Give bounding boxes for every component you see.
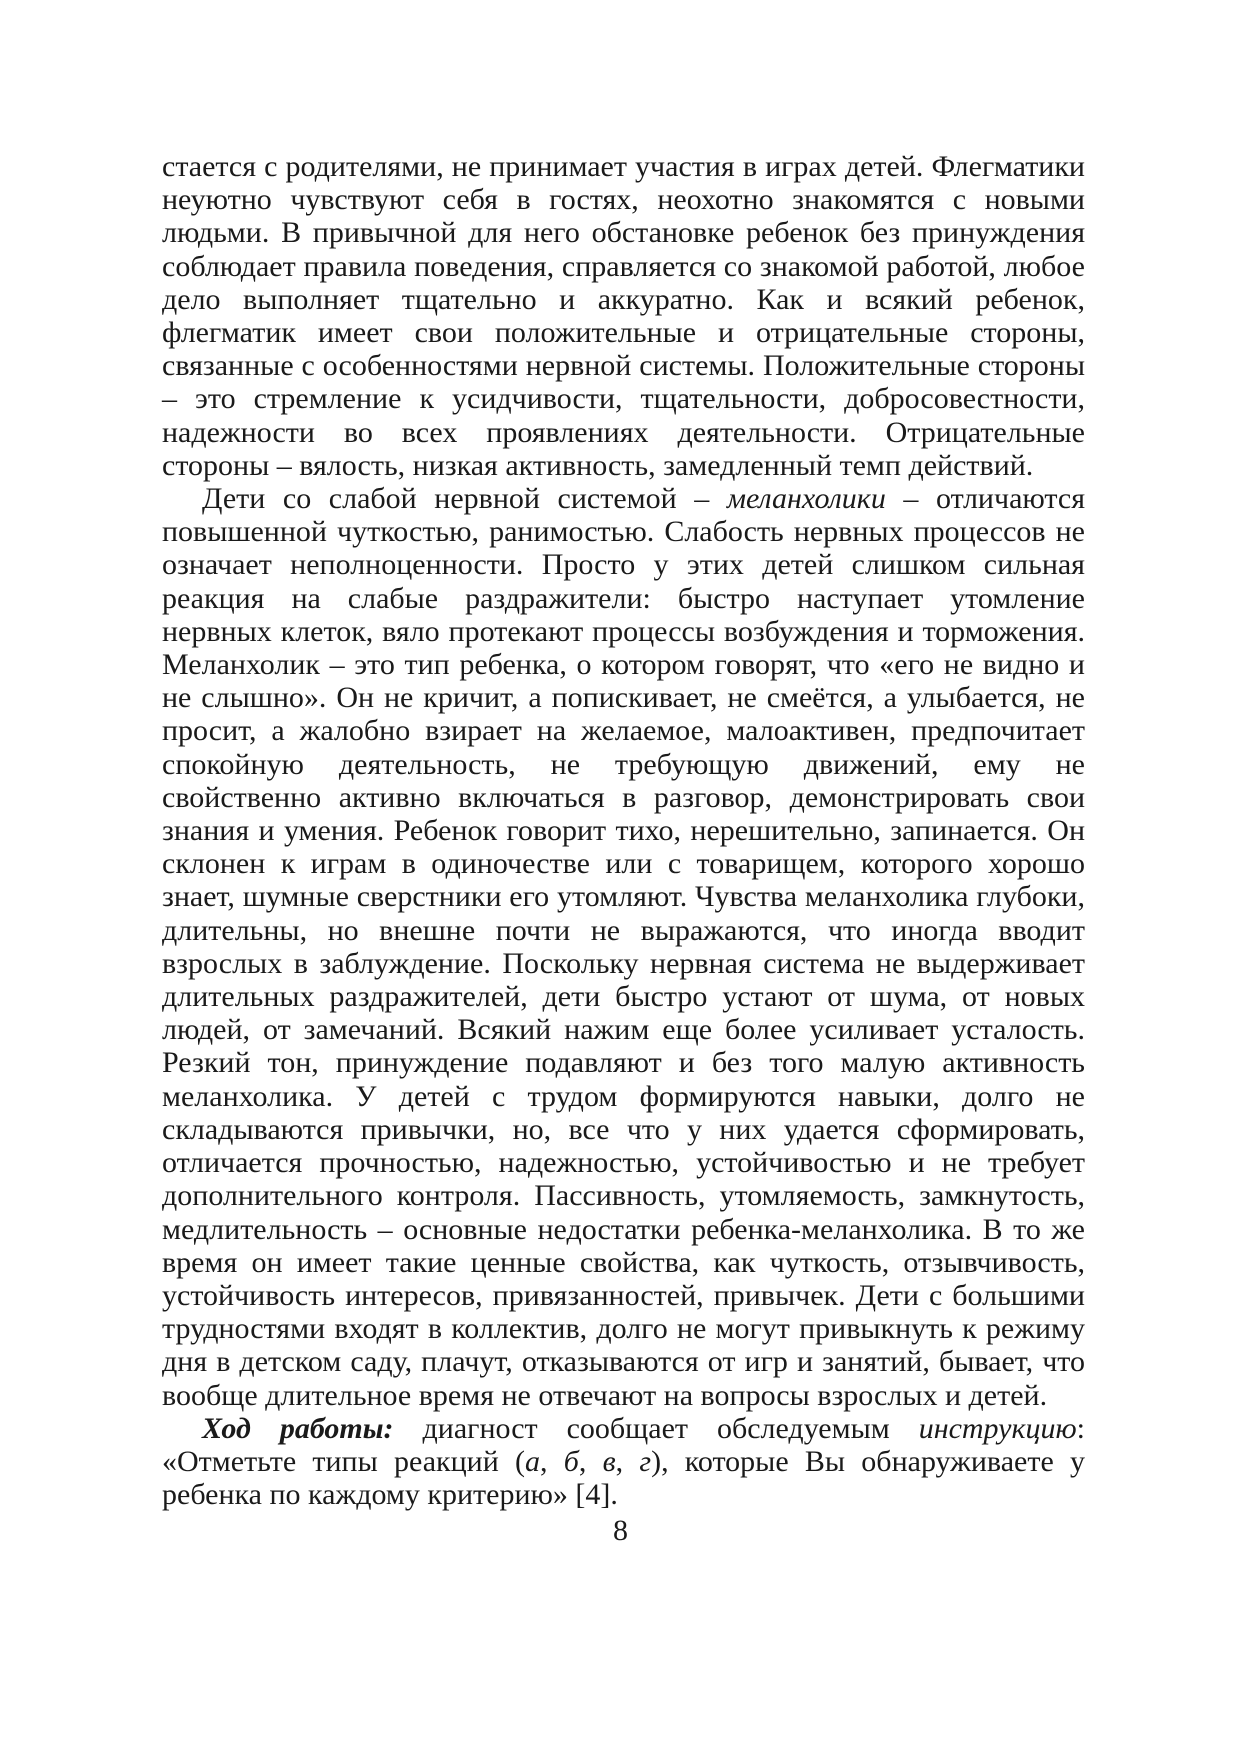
paragraph-procedure — [162, 1412, 1085, 1512]
paragraph-melancholic — [162, 482, 1085, 1412]
reaction-v: в — [602, 1444, 616, 1478]
melancholic-term: меланхолики — [726, 482, 886, 516]
body-text — [162, 150, 1085, 1511]
paragraph-phlegmatic: стается с родителями, не принимает участия в играх детей. Флегматики неуютно чувствуют себя в гостях, неохотно знакомятся с новыми людьми. В привычной для него обстановке ребенок без принуждения соблюдает правила поведения, справляется со знакомой работой, любое дело выполняет тщательно и аккуратно. Как и всякий ребенок, флегматик имеет свои положительные и отрицательные стороны, связанные с особенностями нервной системы. Положительные стороны – это стремление к усидчивости, тщательности, добросовестности, надежности во всех проявлениях деятельности. Отрицательные стороны – вялость, низкая активность, замедленный темп действий. — [162, 150, 1085, 482]
reaction-g: г — [639, 1444, 652, 1478]
separator: , — [539, 1444, 564, 1478]
procedure-term: инструкцию — [918, 1411, 1077, 1445]
procedure-heading: Ход работы: — [202, 1411, 394, 1445]
procedure-text-2: : «Отметьте типы реакций ( — [162, 1411, 1085, 1478]
reaction-a: а — [524, 1444, 540, 1478]
separator: , — [615, 1444, 640, 1478]
melancholic-lead: Дети со слабой нервной системой – — [202, 482, 727, 516]
procedure-text-3: ), которые Вы обнаруживаете у ребенка по каждому критерию» [4]. — [162, 1444, 1086, 1512]
reaction-b: б — [563, 1444, 579, 1478]
page-number: 8 — [613, 1514, 628, 1547]
melancholic-text: – отличаются повышенной чуткостью, ранимостью. Слабость нервных процессов не означает неполноценности. Просто у этих детей слишком сильная реакция на слабые раздражители: быстро наступает утомление нервных клеток, вяло протекают процессы возбуждения и торможения. Меланхолик – это тип ребенка, о котором говорят, что «его не видно и не слышно». Он не кричит, а попискивает, не смеётся, а улыбается, не просит, а жалобно взирает на желаемое, малоактивен, предпочитает спокойную деятельность, не требующую движений, ему не свойственно активно включаться в разговор, демонстрировать свои знания и умения. Ребенок говорит тихо, нерешительно, запинается. Он склонен к играм в одиночестве или с товарищем, которого хорошо знает, шумные сверстники его утомляют. Чувства меланхолика глубоки, длительны, но внешне почти не выражаются, что иногда вводит взрослых в заблуждение. Поскольку нервная система не выдерживает длительных раздражителей, дети быстро устают от шума, от новых людей, от замечаний. Всякий нажим еще более усиливает усталость. Резкий тон, принуждение подавляют и без того малую активность меланхолика. У детей с трудом формируются навыки, долго не складываются привычки, но, все что у них удается сформировать, отличается прочностью, надежностью, устойчивостью и не требует дополнительного контроля. Пассивность, утомляемость, замкнутость, медлительность – основные недостатки ребенка-меланхолика. В то же время он имеет такие ценные свойства, как чуткость, отзывчивость, устойчивость интересов, привязанностей, привычек. Дети с большими трудностями входят в коллектив, долго не могут привыкнуть к режиму дня в детском саду, плачут, отказываются от игр и занятий, бывает, что вообще длительное время не отвечают на вопросы взрослых и детей. — [162, 482, 1085, 1412]
procedure-text-1: диагност сообщает обследуемым — [393, 1411, 919, 1445]
separator: , — [578, 1444, 603, 1478]
